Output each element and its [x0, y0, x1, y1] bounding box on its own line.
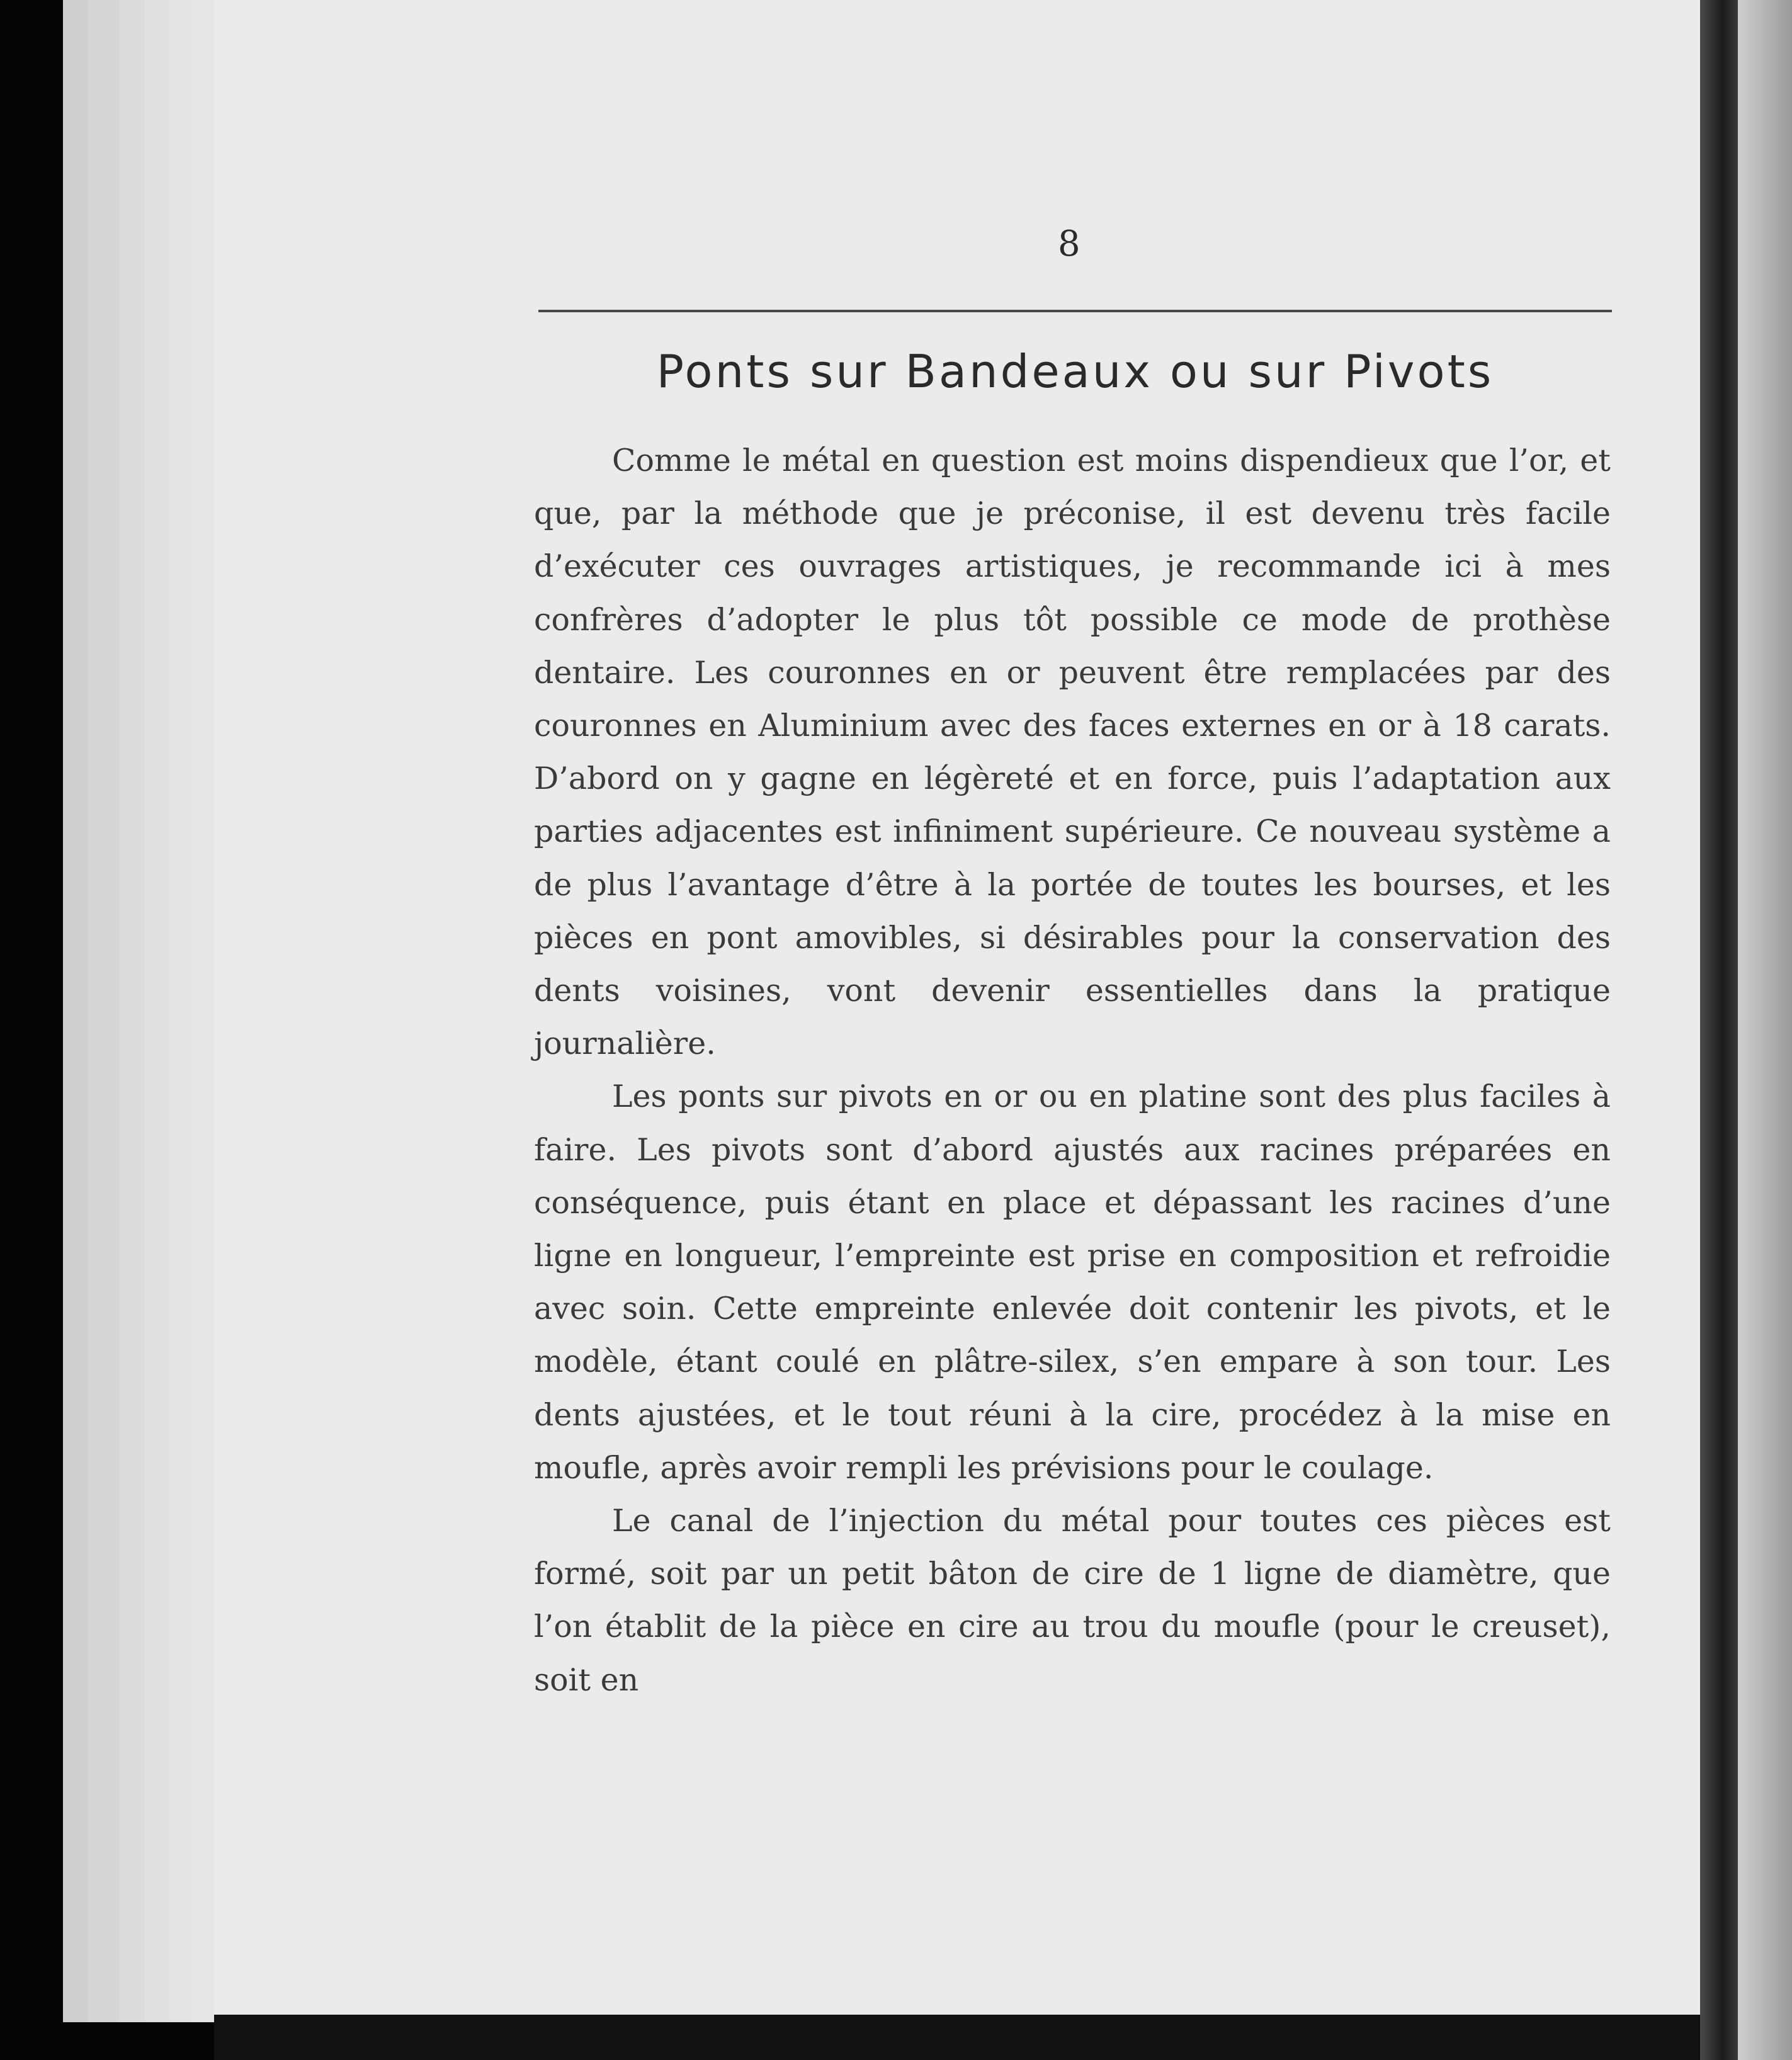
paragraph: Les ponts sur pivots en or ou en platine sont des plus faciles à faire. Les pivots sont d’abord ajustés aux racines préparées en conséquence, puis étant en place et dépassant les racines d’une ligne en longueur, l’empreinte est prise en composition et refroidie avec soin. Cette empreinte enlevée doit contenir les pivots, et le modèle, étant coulé en plâtre-silex, s’en empare à son tour. Les dents ajustées, et le tout réuni à la cire, procédez à la mise en moufle, après avoir rempli les prévisions pour le coulage. [534, 1078, 1611, 1486]
next-page-edge [1738, 0, 1792, 2060]
page-bottom-shadow [214, 2015, 1700, 2060]
header-rule [538, 310, 1612, 312]
paragraph: Comme le métal en question est moins dispendieux que l’or, et que, par la méthode que je préconise, il est devenu très facile d’exécuter ces ouvrages artistiques, je recommande ici à mes confrères d’adopter le plus tôt possible ce mode de prothèse dentaire. Les couronnes en or peuvent être remplacées par des couronnes en Aluminium avec des faces externes en or à 18 carats. D’abord on y gagne en légèreté et en force, puis l’adaptation aux parties adjacentes est infiniment supérieure. Ce nouveau système a de plus l’avantage d’être à la portée de toutes les bourses, et les pièces en pont amovibles, si désirables pour la conservation des dents voisines, vont devenir essentielles dans la pratique journalière. [534, 443, 1611, 1062]
page-title: Ponts sur Bandeaux ou sur Pivots [656, 345, 1494, 398]
paragraph: Le canal de l’injection du métal pour toutes ces pièces est formé, soit par un petit bâton de cire de 1 ligne de diamètre, que l’on établit de la pièce en cire au trou du moufle (pour le creuset), soit en [534, 1503, 1611, 1698]
page-number: 8 [1058, 224, 1080, 264]
body-text [534, 434, 1611, 1707]
book-binding [1700, 0, 1738, 2060]
